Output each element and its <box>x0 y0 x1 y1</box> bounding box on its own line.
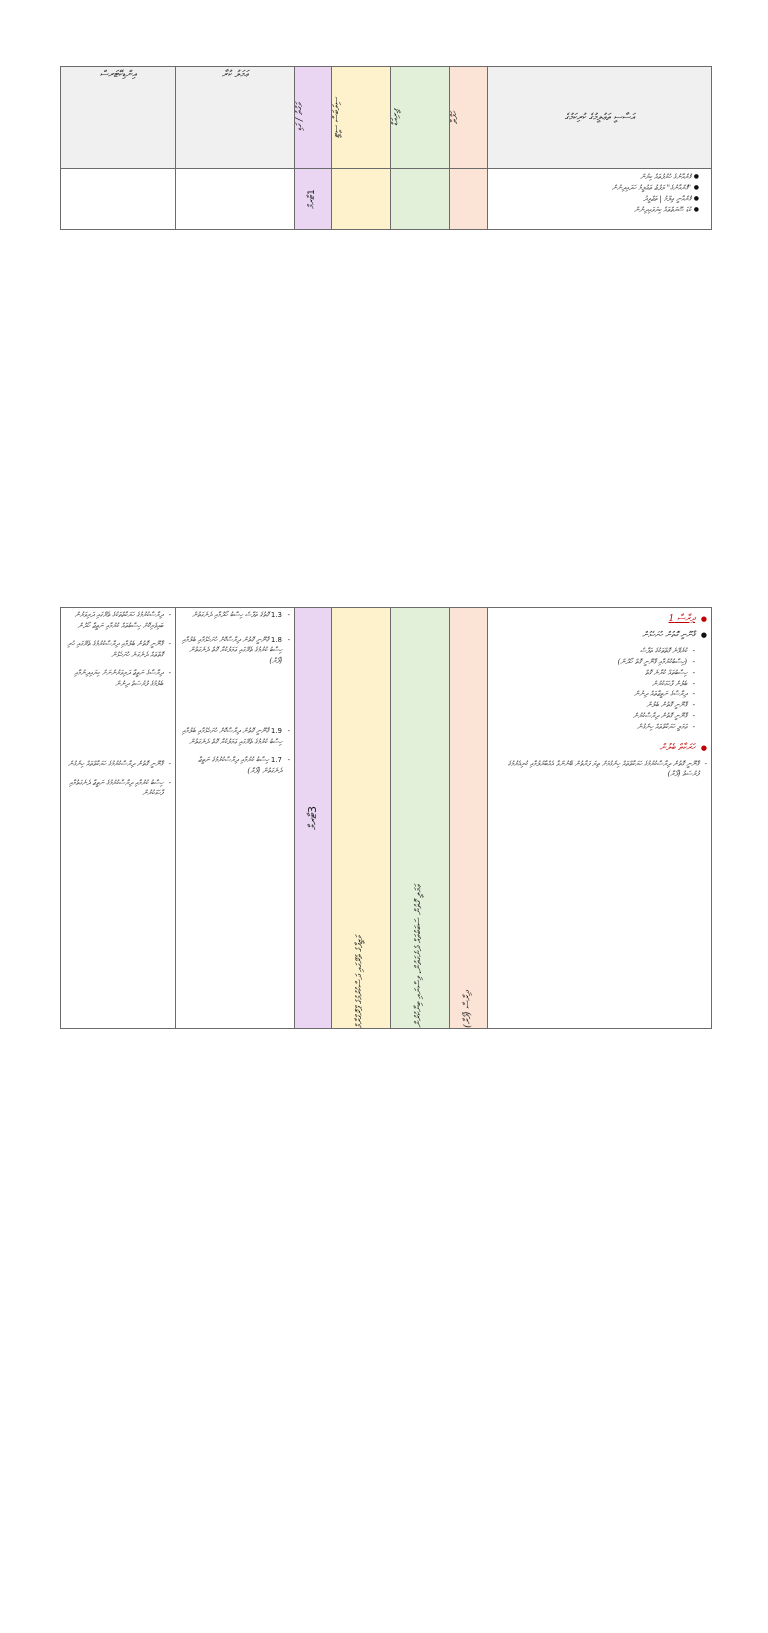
section-heading: ދިރާސާ 1 ● <box>492 614 707 624</box>
time-label: ޓާރމް <box>305 813 319 830</box>
main-list <box>488 169 711 215</box>
content-row <box>61 608 712 1029</box>
list-item: ޢަމަލީ ހަރަކާތްތައް ހިންގުން - <box>494 722 695 733</box>
main-list <box>492 646 707 733</box>
header-time: ވަގުތު / ގަޑި <box>295 67 332 169</box>
header-yellow: ސިލަބަސް ސީޓީ <box>332 67 391 169</box>
plan-table-top <box>60 66 712 230</box>
notes-cell <box>61 608 176 1029</box>
notes-cell <box>61 169 176 230</box>
header-notes: އިންޑިކޭޓަރސް <box>61 67 176 169</box>
yellow-cell <box>332 608 391 1029</box>
resource-item: 1.9 ޤާނޫނީ ގޮތުން ދިރާސާކޮށް ހުށަހެޅުމާއި ބެލުމާއި ހިސާބު ކުރުމުގެ ތެރޭގައި ޢަމަލުކުރާ ގޮތް ދެނެގަތުން - <box>180 726 290 747</box>
list-item: ޤުރްއާނީ ޢިލްމު | ތަޖްވީދު ● <box>490 194 699 205</box>
pink-text: ދިރާސާ (ފޯރާ) <box>462 991 473 1028</box>
section-paragraph: ޤާނޫނީ ގޮތުން ދިރާސާކުރުމުގެ ހަރަކާތްތައް ހިންގުމަށް ތިޔަ ފަރާތުން ބޭނުންވާ އެއްބާރުލުމާއި ކުރިއެރުމުގެ ފުރުސަތު (ފޯރާ) - <box>492 759 707 780</box>
list-item: ދިރާސާގެ ނަތީޖާތައް ދިނުން - <box>494 689 695 700</box>
header-green: ޕީރިއަޑް <box>391 67 450 169</box>
header-resources: ޢަމަލު ކުރާ <box>176 67 295 169</box>
list-item: ޤުރްއާނުގެ ހުރުފުތައް ކިޔުން ● <box>490 172 699 183</box>
time-number: 3 <box>305 806 319 814</box>
time-number: 1 <box>307 189 318 196</box>
header-pink: ހަފްތާ <box>450 67 488 169</box>
note-item: ޤާނޫނީ ގޮތުން ބެލުމާއި ދިރާސާކުރުމުގެ ތެރޭގައި ހުރި ގޮތްތައް ދެނެގަނެ ހުށަހެޅުން - <box>65 639 171 660</box>
list-item: ކުޑަ ސޫރަތްތައް ކިޔަވައިދިނުން ● <box>490 205 699 216</box>
list-item: ޤާނޫނީ ގޮތުން ބެލުން - <box>494 700 695 711</box>
resources-cell <box>176 608 295 1029</box>
list-item: ހިސާބުތައް ކުރާނެ ގޮތް - <box>494 668 695 679</box>
yellow-cell <box>332 169 391 230</box>
time-label: ޓާރމް <box>307 195 318 209</box>
list-item: ކުރެވޭނެ ގޮތްތަކުގެ ތަފާސް - <box>494 646 695 657</box>
note-item: ހިސާބު ކުރުމާއި ދިރާސާކުރުމުގެ ނަތީޖާ ދެނެގަތުމާއި ފާހަގަކުރުން - <box>65 778 171 799</box>
green-cell <box>391 169 450 230</box>
content-row <box>61 169 712 230</box>
pink-cell <box>450 608 488 1029</box>
time-cell <box>295 169 332 230</box>
list-item: (ހިސާބުކުރުމާއި ޤާނޫނީ ގޮތް ހޯދުން) - <box>494 657 695 668</box>
resource-item: 1.8 ޤާނޫނީ ގޮތުން ދިރާސާކޮށް ހުށަހެޅުމާއި ބެލުމާއި ހިސާބު ކުރުމުގެ ތެރޭގައި ޢަމަލުކުރާ ގޮތް ދެނެގަތުން (ފޯރާ) - <box>180 635 290 667</box>
header-row <box>61 67 712 169</box>
pink-cell <box>450 169 488 230</box>
green-cell <box>391 608 450 1029</box>
note-item: ދިރާސާކުރުމުގެ ހަރަކާތްތަކުގެ ތެރޭގައި ދަރިވަރުން ބައިވެރިކޮށް ހިސާބުތައް ކުރުމާއި ނަތީޖާ ހޯދުން - <box>65 610 171 631</box>
note-item: ދިރާސާގެ ނަތީޖާ ދަރިވަރުންނަށް ކިޔައިދިނުމާއި ބެލުމުގެ ފުރުސަތު ދިނުން - <box>65 668 171 689</box>
green-text: ޢަމަލީ ގޮތުން ސަބަބުތައް ދެނެގަތުން، ވިސްނައި ބިނާކުރުން <box>414 885 425 1028</box>
section-heading: ހަރަކާތް ބެލުން ● <box>492 743 707 753</box>
note-item: ޤާނޫނީ ގޮތުން ދިރާސާކުރުމުގެ ހަރަކާތްތައް ހިންގުން - <box>65 759 171 770</box>
time-cell <box>295 608 332 1029</box>
header-main: އަސާސީ ތަޢުލީމުގެ ކުރިކަމުގެ <box>488 67 712 169</box>
plan-table-bottom <box>60 607 712 1029</box>
list-item: ޤާނޫނީ ގޮތުން ދިރާސާކުރުން - <box>494 711 695 722</box>
resources-cell <box>176 169 295 230</box>
list-item: "ޤުރްއާނުގެ" ލަފުޒު ތަޢުލީމު ހަދައިދިނުން ● <box>490 183 699 194</box>
main-cell <box>488 169 712 230</box>
resource-item: 1.3 ގޮތުގެ ތަފާސް ހިސާބު ހޯދުމާއި ދެނެގަތުން - <box>180 610 290 621</box>
resource-item: 1.7 ހިސާބު ކުރުމާއި ދިރާސާކުރުމުގެ ނަތީޖާ ދެނެގަތުން (ފޯރާ) - <box>180 755 290 776</box>
sub-heading: ޤާނޫނީ ގޮތުން ހުށަހެޅުން ● <box>492 630 707 640</box>
yellow-text: ވަޒީފާގެ ތެރޭގައި ދަސްކުރުމުގެ ޕްރޮގްރާމް <box>355 935 366 1028</box>
main-cell <box>488 608 712 1029</box>
list-item: ބެލުން ފާހަގަކުރުން - <box>494 679 695 690</box>
